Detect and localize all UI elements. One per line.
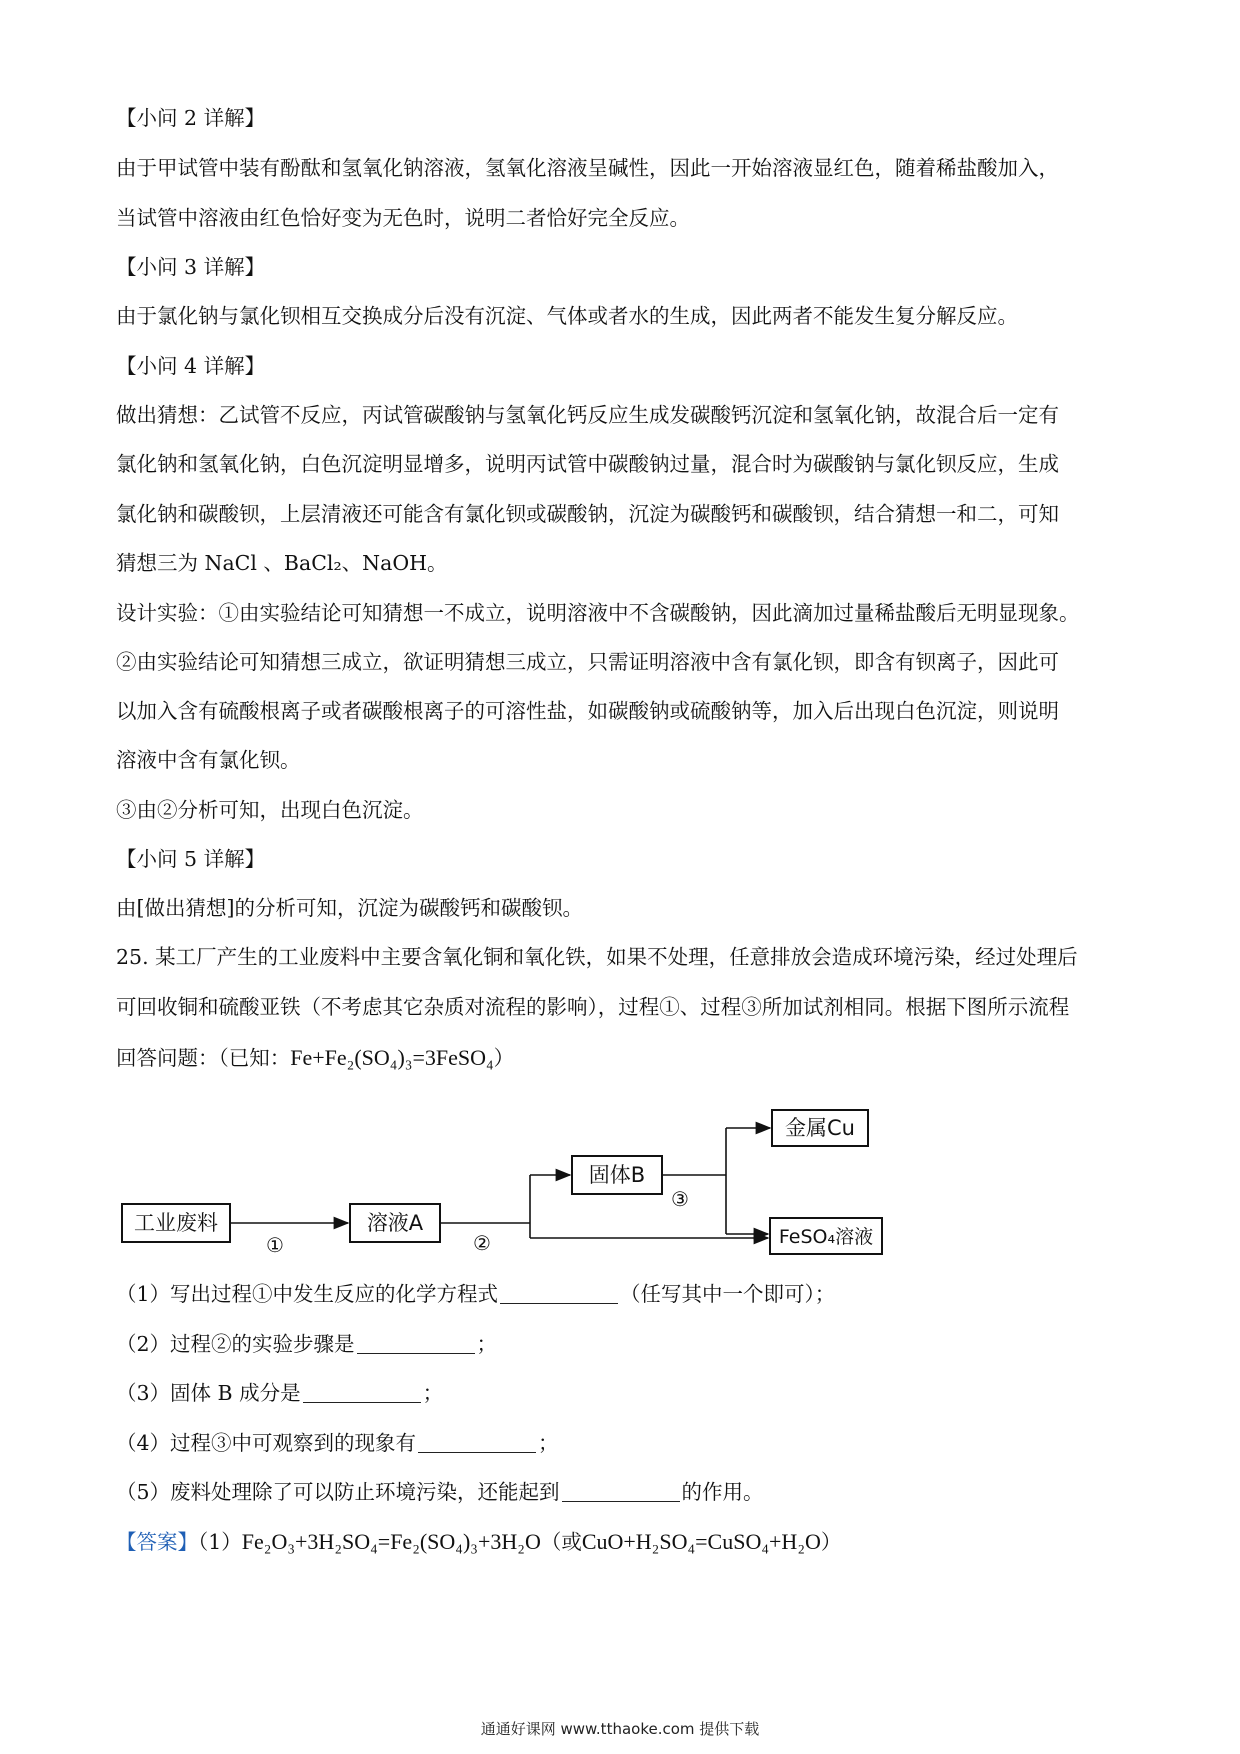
known-equation: Fe+Fe₂(SO₄)₃=3FeSO₄ [290,1045,494,1070]
answer-blank [418,1430,536,1453]
heading-q4: 【小问 4 详解】 [116,354,266,378]
answer-blank [303,1380,421,1403]
paragraph: ②由实验结论可知猜想三成立，欲证明猜想三成立，只需证明溶液中含有氯化钡，即含有钡离子，因此可 [116,650,1059,674]
label-metal-cu: 金属Cu [785,1116,855,1140]
label-feso4-solution: FeSO₄溶液 [778,1226,874,1248]
question-25-text: 25. 某工厂产生的工业废料中主要含氧化铜和氧化铁，如果不处理，任意排放会造成环境污染，经过处理后 [116,945,1078,969]
answer-alt-prefix: （或 [540,1530,582,1554]
question-25-known [116,1044,514,1072]
sub-question-1: （1）写出过程①中发生反应的化学方程式 （任写其中一个即可）； [116,1282,836,1306]
question-25-text: 可回收铜和硫酸亚铁（不考虑其它杂质对流程的影响），过程①、过程③所加试剂相同。根据下图所示流程 [116,995,1070,1019]
paragraph: 以加入含有硫酸根离子或者碳酸根离子的可溶性盐，如碳酸钠或硫酸钠等，加入后出现白色沉淀，则说明 [116,699,1059,723]
heading-q5: 【小问 5 详解】 [116,847,266,871]
paragraph: 由于氯化钠与氯化钡相互交换成分后没有沉淀、气体或者水的生成，因此两者不能发生复分解反应。 [116,304,1018,328]
answer-number: （1） [198,1530,242,1554]
label-solid-b: 固体B [588,1163,646,1187]
label-solution-a: 溶液A [366,1211,424,1235]
sub-question-3: （3）固体 B 成分是 ； [116,1381,444,1405]
answer-blank [357,1331,475,1354]
paragraph: 由于甲试管中装有酚酞和氢氧化钠溶液，氢氧化溶液呈碱性，因此一开始溶液显红色，随着稀盐酸加入， [116,156,1059,180]
paragraph: 氯化钠和氢氧化钠，白色沉淀明显增多，说明丙试管中碳酸钠过量，混合时为碳酸钠与氯化钡反应，生成 [116,452,1059,476]
answer-tag: 【答案】 [116,1530,198,1554]
footer-watermark: 通通好课网 www.tthaoke.com 提供下载 [480,1720,760,1738]
known-suffix: ） [493,1046,515,1070]
heading-q3: 【小问 3 详解】 [116,255,266,279]
known-prefix: 回答问题：（已知： [116,1046,291,1070]
answer-line [116,1528,841,1556]
answer-blank [562,1479,680,1502]
step-1-label: ① [266,1233,284,1257]
paragraph: ③由②分析可知，出现白色沉淀。 [116,798,424,822]
paragraph: 做出猜想：乙试管不反应，丙试管碳酸钠与氢氧化钙反应生成发碳酸钙沉淀和氢氧化钠，故混合后一定有 [116,403,1059,427]
step-2-label: ② [473,1231,491,1255]
paragraph: 当试管中溶液由红色恰好变为无色时，说明二者恰好完全反应。 [116,206,690,230]
answer-equation-1: Fe₂O₃+3H₂SO₄=Fe₂(SO₄)₃+3H₂O [241,1529,541,1554]
paragraph: 溶液中含有氯化钡。 [116,748,301,772]
answer-equation-2: CuO+H₂SO₄=CuSO₄+H₂O [581,1529,821,1554]
step-3-label: ③ [671,1187,689,1211]
answer-blank [500,1281,618,1304]
sub-question-4: （4）过程③中可观察到的现象有 ； [116,1431,559,1455]
paragraph: 猜想三为 NaCl 、BaCl₂、NaOH。 [116,551,448,575]
label-industrial-waste: 工业废料 [134,1211,218,1235]
paragraph: 由[做出猜想]的分析可知，沉淀为碳酸钙和碳酸钡。 [116,896,583,920]
sub-question-2: （2）过程②的实验步骤是 ； [116,1332,498,1356]
heading-q2: 【小问 2 详解】 [116,106,266,130]
paragraph: 氯化钠和碳酸钡，上层清液还可能含有氯化钡或碳酸钠，沉淀为碳酸钙和碳酸钡，结合猜想一和二，可知 [116,502,1059,526]
paragraph: 设计实验：①由实验结论可知猜想一不成立，说明溶液中不含碳酸钠，因此滴加过量稀盐酸后无明显现象。 [116,601,1080,625]
process-flow-diagram [120,1106,900,1266]
sub-question-5: （5）废料处理除了可以防止环境污染，还能起到 的作用。 [116,1480,764,1504]
answer-alt-suffix: ） [820,1530,842,1554]
